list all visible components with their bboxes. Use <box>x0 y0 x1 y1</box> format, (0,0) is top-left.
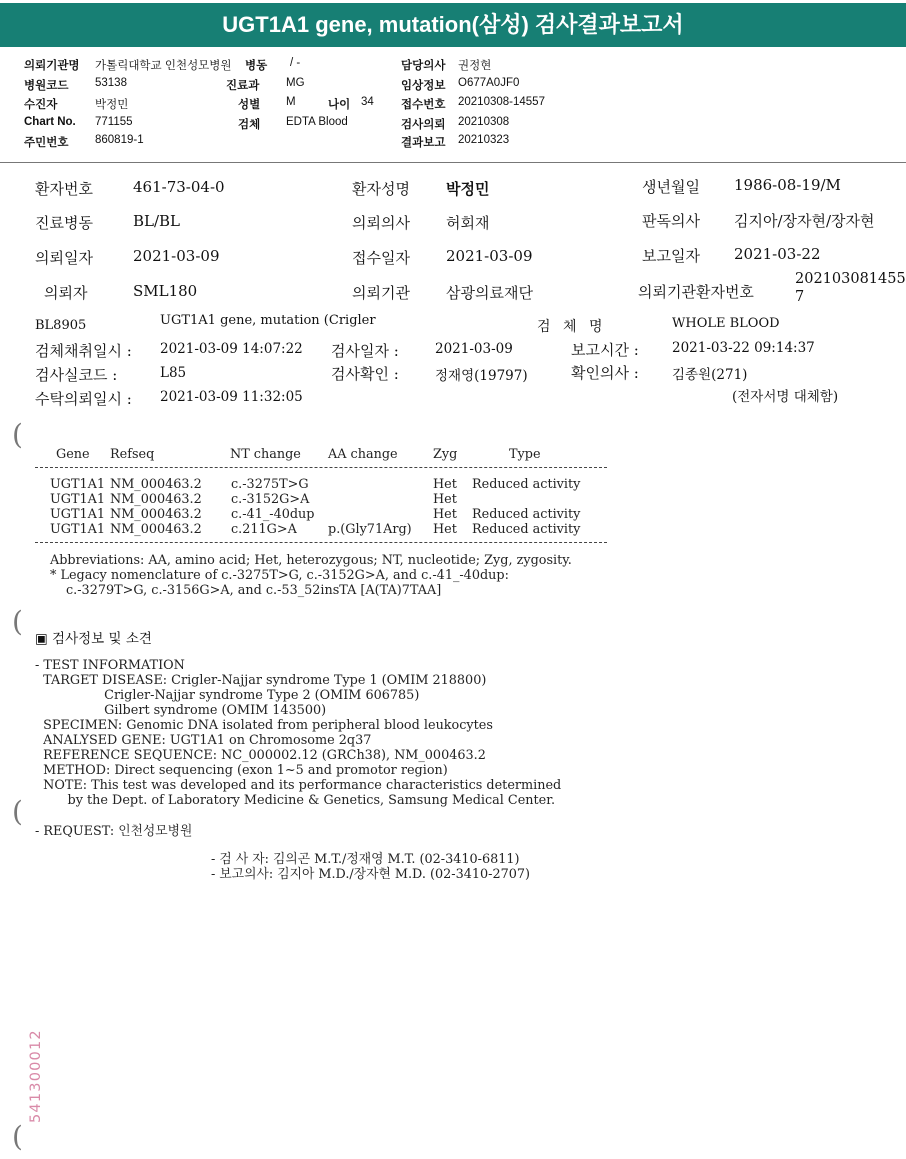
header-name-label: 수진자 <box>24 99 58 111</box>
cell-refseq: NM_000463.2 <box>110 492 202 507</box>
cell-gene: UGT1A1 <box>50 492 106 507</box>
header-hospcode-label: 병원코드 <box>24 80 69 92</box>
header-recv-value: 20210308-14557 <box>458 96 545 108</box>
header-inst-label: 의뢰기관명 <box>24 60 80 72</box>
info-line: Gilbert syndrome (OMIM 143500) <box>35 703 327 718</box>
receive-date-value: 2021-03-09 <box>446 247 533 265</box>
header-doctor-value: 권정현 <box>458 60 492 72</box>
col-zyg-header: Zyg <box>433 447 458 462</box>
test-date-label: 검사일자 : <box>331 342 399 360</box>
ward-label: 진료병동 <box>35 214 93 232</box>
col-gene-header: Gene <box>56 447 90 462</box>
request-date-label: 의뢰일자 <box>35 249 93 267</box>
report-date-value: 2021-03-22 <box>734 245 821 263</box>
request-inst-value: 삼광의료재단 <box>446 284 533 302</box>
requester-value: SML180 <box>133 282 198 300</box>
info-line: by the Dept. of Laboratory Medicine & Genetics, Samsung Medical Center. <box>35 793 556 808</box>
cell-zyg: Het <box>433 492 457 507</box>
test-confirm-value: 정재영(19797) <box>435 368 528 384</box>
request-doctor-value: 허회재 <box>446 214 490 232</box>
header-doctor-label: 담당의사 <box>401 60 446 72</box>
cell-nt: c.-3275T>G <box>231 477 309 492</box>
cell-nt: c.-41_-40dup <box>231 507 315 522</box>
header-sex-label: 성별 <box>238 99 261 111</box>
cell-gene: UGT1A1 <box>50 522 106 537</box>
request-date-value: 2021-03-09 <box>133 247 220 265</box>
test-confirm-label: 검사확인 : <box>331 365 399 383</box>
binder-hole-mark: ( <box>12 1120 23 1153</box>
inst-patient-no-value: 202103081455 <box>795 271 906 287</box>
side-serial-number <box>13 1005 53 1125</box>
header-dept-value: MG <box>286 77 305 89</box>
col-refseq-header: Refseq <box>110 447 155 462</box>
svg-text:541300012: 541300012 <box>28 1029 44 1123</box>
col-nt-header: NT change <box>230 447 301 462</box>
header-inst-value: 가톨릭대학교 인천성모병원 <box>95 60 232 72</box>
header-hospcode-value: 53138 <box>95 77 127 89</box>
cell-aa: p.(Gly71Arg) <box>328 522 412 537</box>
examiner-line: - 검 사 자: 김의곤 M.T./정재영 M.T. (02-3410-6811) <box>211 852 520 867</box>
section-title: ▣ 검사정보 및 소견 <box>35 631 152 647</box>
inst-patient-no-value-cont: 7 <box>795 289 805 305</box>
header-specimen-label: 검체 <box>238 119 261 131</box>
consign-time-value: 2021-03-09 11:32:05 <box>160 389 303 405</box>
reading-doctor-value: 김지아/장자현/장자현 <box>734 212 875 230</box>
cell-type: Reduced activity <box>472 477 581 492</box>
cell-type: Reduced activity <box>472 507 581 522</box>
patient-id-value: 461-73-04-0 <box>133 178 225 196</box>
cell-zyg: Het <box>433 477 457 492</box>
header-age-value: 34 <box>361 96 374 108</box>
test-code: BL8905 <box>35 318 87 333</box>
col-aa-header: AA change <box>328 447 398 462</box>
request-line: - REQUEST: 인천성모병원 <box>35 824 193 839</box>
ward-value: BL/BL <box>133 212 181 230</box>
inst-patient-no-label: 의뢰기관환자번호 <box>638 283 754 301</box>
specimen-name-value: WHOLE BLOOD <box>672 316 780 331</box>
info-line: NOTE: This test was developed and its performance characteristics determined <box>35 778 562 793</box>
report-time-value: 2021-03-22 09:14:37 <box>672 340 815 356</box>
header-divider <box>0 162 906 163</box>
requester-label: 의뢰자 <box>44 284 88 302</box>
info-line: ANALYSED GENE: UGT1A1 on Chromosome 2q37 <box>35 733 372 748</box>
cell-nt: c.-3152G>A <box>231 492 310 507</box>
header-recv-label: 접수번호 <box>401 99 446 111</box>
header-specimen-value: EDTA Blood <box>286 116 348 128</box>
specimen-name-label: 검 체 명 <box>537 319 603 335</box>
cell-refseq: NM_000463.2 <box>110 522 202 537</box>
esign-note: (전자서명 대체함) <box>732 389 839 405</box>
cell-gene: UGT1A1 <box>50 507 106 522</box>
cell-refseq: NM_000463.2 <box>110 477 202 492</box>
header-report-label: 결과보고 <box>401 137 446 149</box>
lab-code-label: 검사실코드 : <box>35 366 118 384</box>
cell-zyg: Het <box>433 507 457 522</box>
table-bottom-rule <box>35 542 607 543</box>
reporter-line: - 보고의사: 김지아 M.D./장자현 M.D. (02-3410-2707) <box>211 867 531 882</box>
collect-time-label: 검체채취일시 : <box>35 342 132 360</box>
table-top-rule <box>35 467 607 468</box>
info-line: TARGET DISEASE: Crigler-Najjar syndrome Type 1 (OMIM 218800) <box>35 673 487 688</box>
header-chart-label: Chart No. <box>24 116 76 128</box>
patient-name-value: 박정민 <box>446 180 490 198</box>
test-date-value: 2021-03-09 <box>435 341 513 357</box>
verifier-value: 김종원(271) <box>672 367 748 383</box>
report-title: UGT1A1 gene, mutation(삼성) 검사결과보고서 <box>0 3 906 47</box>
header-age-label: 나이 <box>328 99 351 111</box>
verifier-label: 확인의사 : <box>571 364 639 382</box>
cell-nt: c.211G>A <box>231 522 297 537</box>
header-chart-value: 771155 <box>95 116 133 128</box>
header-report-value: 20210323 <box>458 134 510 146</box>
header-sex-value: M <box>286 96 296 108</box>
header-req-value: 20210308 <box>458 116 510 128</box>
binder-hole-mark: ( <box>12 418 23 451</box>
header-name-value: 박정민 <box>95 99 129 111</box>
info-line: REFERENCE SEQUENCE: NC_000002.12 (GRCh38), NM_000463.2 <box>35 748 486 763</box>
binder-hole-mark: ( <box>12 605 23 638</box>
test-name: UGT1A1 gene, mutation (Crigler <box>160 313 376 328</box>
abbreviations-note: Abbreviations: AA, amino acid; Het, heterozygous; NT, nucleotide; Zyg, zygosity. <box>50 553 572 568</box>
reading-doctor-label: 판독의사 <box>642 212 700 230</box>
header-id-value: 860819-1 <box>95 134 144 146</box>
cell-refseq: NM_000463.2 <box>110 507 202 522</box>
header-ward-value: / - <box>290 57 301 69</box>
cell-zyg: Het <box>433 522 457 537</box>
consign-time-label: 수탁의뢰일시 : <box>35 390 132 408</box>
report-date-label: 보고일자 <box>642 247 700 265</box>
dob-label: 생년월일 <box>642 178 700 196</box>
patient-name-label: 환자성명 <box>352 180 410 198</box>
info-line: Crigler-Najjar syndrome Type 2 (OMIM 606785) <box>35 688 420 703</box>
header-clin-label: 임상정보 <box>401 80 446 92</box>
report-time-label: 보고시간 : <box>571 341 639 359</box>
lab-code-value: L85 <box>160 365 187 381</box>
receive-date-label: 접수일자 <box>352 249 410 267</box>
request-doctor-label: 의뢰의사 <box>352 214 410 232</box>
legacy-note-cont: c.-3279T>G, c.-3156G>A, and c.-53_52insTA [A(TA)7TAA] <box>66 583 442 598</box>
header-req-label: 검사의뢰 <box>401 119 446 131</box>
legacy-note: * Legacy nomenclature of c.-3275T>G, c.-3152G>A, and c.-41_-40dup: <box>50 568 509 583</box>
header-dept-label: 진료과 <box>226 80 260 92</box>
cell-gene: UGT1A1 <box>50 477 106 492</box>
header-clin-value: O677A0JF0 <box>458 77 520 89</box>
patient-id-label: 환자번호 <box>35 180 93 198</box>
info-line: - TEST INFORMATION <box>35 658 185 673</box>
col-type-header: Type <box>509 447 541 462</box>
info-line: SPECIMEN: Genomic DNA isolated from peripheral blood leukocytes <box>35 718 493 733</box>
request-inst-label: 의뢰기관 <box>352 284 410 302</box>
header-ward-label: 병동 <box>245 60 268 72</box>
binder-hole-mark: ( <box>12 795 23 828</box>
info-line: METHOD: Direct sequencing (exon 1~5 and promotor region) <box>35 763 448 778</box>
dob-value: 1986-08-19/M <box>734 176 841 194</box>
cell-type: Reduced activity <box>472 522 581 537</box>
collect-time-value: 2021-03-09 14:07:22 <box>160 341 303 357</box>
header-id-label: 주민번호 <box>24 137 69 149</box>
